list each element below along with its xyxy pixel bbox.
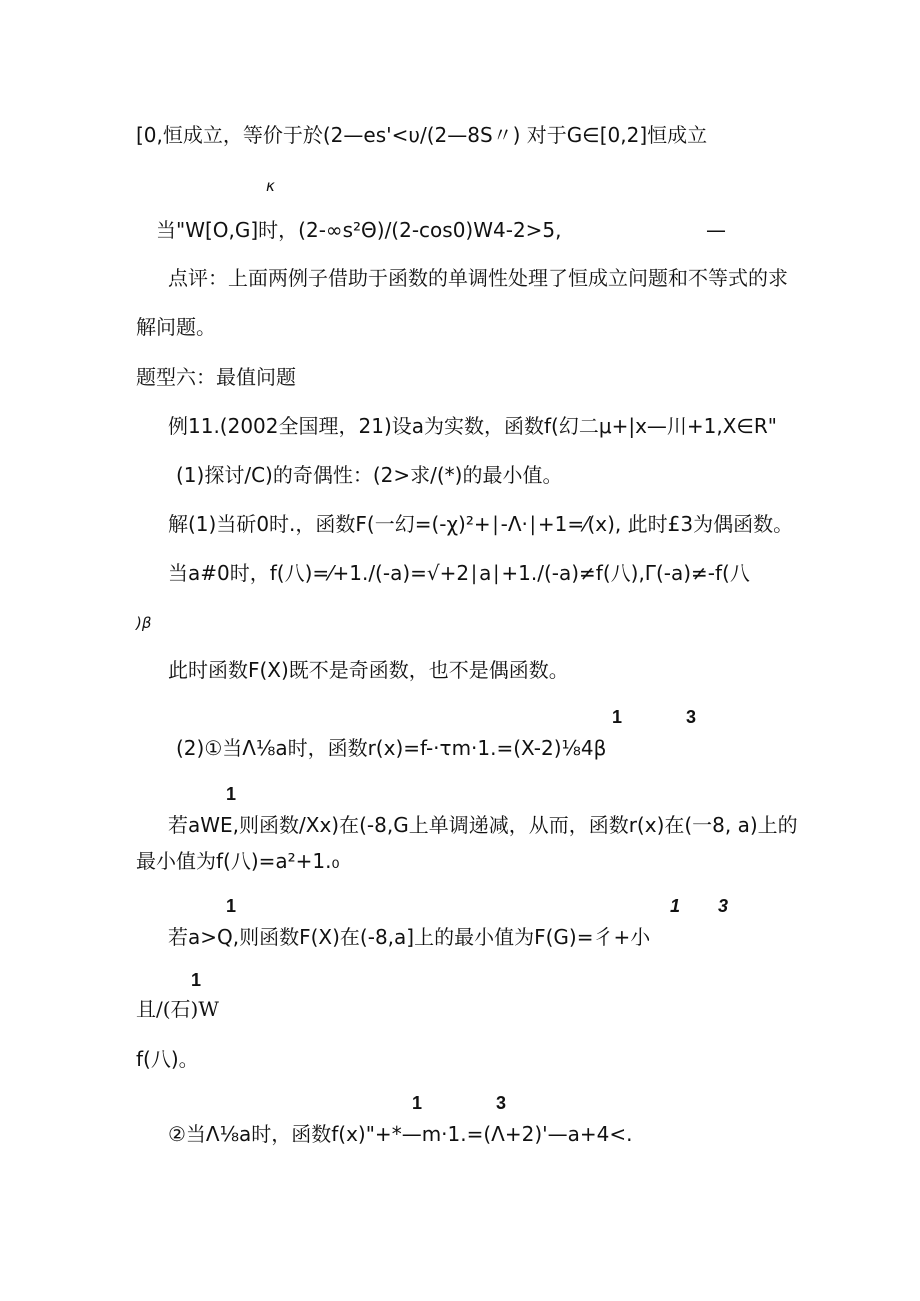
superscript: 1 xyxy=(226,896,237,916)
example-title: 例11.(2002全国理，21)设a为实数，函数f(幻二μ+|x—川+1,X∈R" xyxy=(168,414,777,438)
section-heading: 题型六：最值问题 xyxy=(136,365,296,389)
stray-symbol: κ xyxy=(266,177,275,195)
superscript: 1 xyxy=(226,784,237,804)
text-line: 当"W[O,G]时，(2-∞s²Θ)/(2-cos0)W4-2>5, xyxy=(156,218,562,242)
text-line: 解问题。 xyxy=(136,315,216,339)
text-line: 若a>Q,则函数F(X)在(-8,a]上的最小值为F(G)=彳+小 xyxy=(168,925,651,949)
text-line: 此时函数F(X)既不是奇函数，也不是偶函数。 xyxy=(168,658,569,682)
commentary-line: 点评：上面两例子借助于函数的单调性处理了恒成立问题和不等式的求 xyxy=(168,266,788,290)
superscript: 1 xyxy=(670,896,681,916)
question-line: (1)探讨/C)的奇偶性：(2>求/(*)的最小值。 xyxy=(176,463,563,487)
superscript: 3 xyxy=(686,707,697,727)
text-line: 若aWE,则函数/Xx)在(-8,G上单调递减，从而，函数r(x)在(一8, a)上的 xyxy=(168,813,798,837)
text-line: [0,恒成立，等价于於(2—es'<υ/(2—8S〃) 对于G∈[0,2]恒成立 xyxy=(136,123,708,147)
text-line: 且/(石)W xyxy=(136,997,219,1021)
superscript: 3 xyxy=(718,896,729,916)
text-line: 当a#0时，f(八)=⁄+1./(-a)=√+2∣a∣+1./(-a)≠f(八),Γ(-a)≠-f(八 xyxy=(168,561,750,585)
text-line: ②当Λ⅛a时，函数f(x)"+*—m·1.=(Λ+2)'—a+4<. xyxy=(168,1122,633,1146)
superscript: 1 xyxy=(191,970,202,990)
text-line: (2)①当Λ⅛a时，函数r(x)=f-·τm·1.=(X-2)⅛4β xyxy=(176,736,607,760)
superscript: 1 xyxy=(412,1093,423,1113)
text-line: f(八)。 xyxy=(136,1047,199,1071)
dash-mark: — xyxy=(706,218,726,242)
solution-line: 解(1)当斫0时.，函数F(一幻=(-χ)²+∣-Λ·∣+1=⁄(x), 此时£3为偶函数。 xyxy=(168,512,794,536)
text-line: 最小值为f(八)=a²+1.₀ xyxy=(136,849,340,873)
superscript: 1 xyxy=(612,707,623,727)
text-line: )β xyxy=(136,614,152,632)
superscript: 3 xyxy=(496,1093,507,1113)
